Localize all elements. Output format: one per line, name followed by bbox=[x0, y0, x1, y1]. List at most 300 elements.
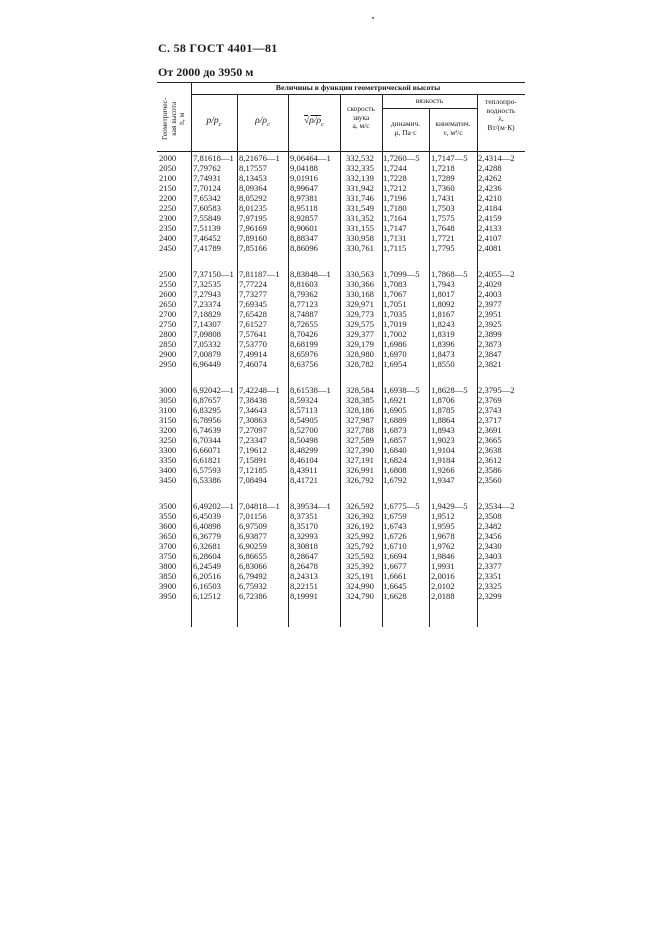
table-cell: 2,3377 bbox=[478, 561, 502, 571]
table-cell: 2,3951 bbox=[478, 309, 502, 319]
table-cell: 7,85166 bbox=[239, 243, 267, 253]
table-cell: 331,155 bbox=[346, 223, 374, 233]
table-cell: 9,01916 bbox=[290, 173, 318, 183]
table-cell: 7,81187—1 bbox=[239, 269, 280, 279]
table-cell: 1,6645 bbox=[383, 581, 407, 591]
table-cell: 6,45039 bbox=[193, 511, 221, 521]
table-cell: 8,05292 bbox=[239, 193, 267, 203]
block-gap bbox=[290, 253, 331, 269]
table-cell: 2,4210 bbox=[478, 193, 502, 203]
table-cell: 1,7868—5 bbox=[431, 269, 468, 279]
table-cell: 3350 bbox=[159, 455, 177, 465]
table-cell: 8,41721 bbox=[290, 475, 318, 485]
table-cell: 1,8550 bbox=[431, 359, 455, 369]
table-cell: 7,41789 bbox=[193, 243, 221, 253]
table-cell: 7,38438 bbox=[239, 395, 267, 405]
table-cell: 1,9104 bbox=[431, 445, 455, 455]
table-cell: 8,26478 bbox=[290, 561, 318, 571]
table-cell: 3500 bbox=[159, 501, 177, 511]
table-cell: 1,6661 bbox=[383, 571, 407, 581]
table-cell: 2,3821 bbox=[478, 359, 502, 369]
table-cell: 6,75932 bbox=[239, 581, 267, 591]
table-cell: 8,50498 bbox=[290, 435, 318, 445]
table-cell: 2,3795—2 bbox=[478, 385, 515, 395]
table-cell: 3950 bbox=[159, 591, 177, 601]
table-cell: 1,8785 bbox=[431, 405, 455, 415]
header-sqrt-density: $√\rho/\rho_с$ bbox=[304, 116, 324, 128]
table-cell: 7,09808 bbox=[193, 329, 221, 339]
table-cell: 2,3638 bbox=[478, 445, 502, 455]
table-cell: 3900 bbox=[159, 581, 177, 591]
table-cell: 325,191 bbox=[346, 571, 374, 581]
table-cell: 1,7196 bbox=[383, 193, 407, 203]
table-cell: 7,65342 bbox=[193, 193, 221, 203]
table-cell: 1,9762 bbox=[431, 541, 455, 551]
table-cell: 2,0016 bbox=[431, 571, 455, 581]
table-cell: 3600 bbox=[159, 521, 177, 531]
table-cell: 6,36779 bbox=[193, 531, 221, 541]
table-cell: 7,23347 bbox=[239, 435, 267, 445]
table-cell: 3700 bbox=[159, 541, 177, 551]
table-cell: 2,3560 bbox=[478, 475, 502, 485]
block-gap bbox=[431, 369, 468, 385]
header-altitude: Геометричес- кая высота h, м bbox=[160, 97, 187, 140]
column-kinematic-viscosity bbox=[431, 153, 468, 601]
header-sound-speed: скорость звука a, м/с bbox=[347, 104, 375, 131]
table-cell: 1,6759 bbox=[383, 511, 407, 521]
table-cell: 1,9429—5 bbox=[431, 501, 468, 511]
table-cell: 328,584 bbox=[346, 385, 374, 395]
table-cell: 1,7648 bbox=[431, 223, 455, 233]
table-cell: 6,20516 bbox=[193, 571, 221, 581]
table-cell: 3550 bbox=[159, 511, 177, 521]
table-cell: 7,73277 bbox=[239, 289, 267, 299]
table-cell: 3850 bbox=[159, 571, 177, 581]
table-cell: 3100 bbox=[159, 405, 177, 415]
table-cell: 6,32681 bbox=[193, 541, 221, 551]
table-cell: 1,6775—5 bbox=[383, 501, 420, 511]
table-cell: 325,392 bbox=[346, 561, 374, 571]
table-cell: 6,79492 bbox=[239, 571, 267, 581]
block-gap bbox=[478, 369, 515, 385]
table-cell: 1,8473 bbox=[431, 349, 455, 359]
table-cell: 8,99647 bbox=[290, 183, 318, 193]
table-cell: 1,7289 bbox=[431, 173, 455, 183]
block-gap bbox=[290, 369, 331, 385]
column-rule bbox=[340, 94, 341, 627]
table-cell: 2,3508 bbox=[478, 511, 502, 521]
table-cell: 7,81618—1 bbox=[193, 153, 234, 163]
table-cell: 332,139 bbox=[346, 173, 374, 183]
table-cell: 8,37351 bbox=[290, 511, 318, 521]
table-cell: 1,7051 bbox=[383, 299, 407, 309]
table-cell: 1,6792 bbox=[383, 475, 407, 485]
table-cell: 1,7147—5 bbox=[431, 153, 468, 163]
table-cell: 1,7164 bbox=[383, 213, 407, 223]
table-cell: 2,0188 bbox=[431, 591, 455, 601]
table-cell: 2,3743 bbox=[478, 405, 502, 415]
table-cell: 8,63756 bbox=[290, 359, 318, 369]
table-cell: 332,532 bbox=[346, 153, 374, 163]
table-cell: 1,6970 bbox=[383, 349, 407, 359]
table-cell: 8,92857 bbox=[290, 213, 318, 223]
table-cell: 7,04818—1 bbox=[239, 501, 280, 511]
table-cell: 7,19612 bbox=[239, 445, 267, 455]
table-cell: 2,3691 bbox=[478, 425, 502, 435]
table-cell: 1,8319 bbox=[431, 329, 455, 339]
table-cell: 2,3325 bbox=[478, 581, 502, 591]
table-cell: 329,971 bbox=[346, 299, 374, 309]
table-cell: 325,992 bbox=[346, 531, 374, 541]
table-cell: 2,3977 bbox=[478, 299, 502, 309]
header-bottom-rule bbox=[157, 151, 525, 152]
table-cell: 1,6694 bbox=[383, 551, 407, 561]
table-cell: 1,9512 bbox=[431, 511, 455, 521]
table-cell: 8,19991 bbox=[290, 591, 318, 601]
table-cell: 2,3456 bbox=[478, 531, 502, 541]
table-cell: 2,3430 bbox=[478, 541, 502, 551]
table-cell: 8,54905 bbox=[290, 415, 318, 425]
table-cell: 6,57593 bbox=[193, 465, 221, 475]
table-cell: 2,4107 bbox=[478, 233, 502, 243]
table-cell: 329,773 bbox=[346, 309, 374, 319]
table-cell: 3000 bbox=[159, 385, 177, 395]
table-cell: 2,3665 bbox=[478, 435, 502, 445]
table-cell: 2,3482 bbox=[478, 521, 502, 531]
table-cell: 326,592 bbox=[346, 501, 374, 511]
table-cell: 2,3717 bbox=[478, 415, 502, 425]
table-cell: 1,7035 bbox=[383, 309, 407, 319]
table-cell: 329,575 bbox=[346, 319, 374, 329]
table-cell: 3650 bbox=[159, 531, 177, 541]
table-cell: 1,7721 bbox=[431, 233, 455, 243]
table-cell: 8,72655 bbox=[290, 319, 318, 329]
table-cell: 1,7067 bbox=[383, 289, 407, 299]
table-cell: 324,790 bbox=[346, 591, 374, 601]
table-cell: 327,788 bbox=[346, 425, 374, 435]
column-dynamic-viscosity bbox=[383, 153, 420, 601]
table-cell: 9,06464—1 bbox=[290, 153, 331, 163]
table-cell: 1,9266 bbox=[431, 465, 455, 475]
table-cell: 6,92042—1 bbox=[193, 385, 234, 395]
table-cell: 2,3351 bbox=[478, 571, 502, 581]
table-cell: 8,48299 bbox=[290, 445, 318, 455]
table-cell: 1,9595 bbox=[431, 521, 455, 531]
table-cell: 7,70124 bbox=[193, 183, 221, 193]
column-sound-speed bbox=[346, 153, 374, 601]
table-cell: 325,592 bbox=[346, 551, 374, 561]
header-dynamic-viscosity: динамич. μ, Па·с bbox=[390, 119, 421, 137]
table-cell: 8,22151 bbox=[290, 581, 318, 591]
table-cell: 6,40898 bbox=[193, 521, 221, 531]
table-cell: 7,12185 bbox=[239, 465, 267, 475]
block-gap bbox=[346, 485, 374, 501]
header-group: Величины в функции геометрической высоты bbox=[275, 83, 441, 92]
table-cell: 2900 bbox=[159, 349, 177, 359]
header-density: $\rho/\rho_с$ bbox=[255, 116, 270, 128]
block-gap bbox=[478, 253, 515, 269]
table-cell: 7,74931 bbox=[193, 173, 221, 183]
table-cell: 8,88347 bbox=[290, 233, 318, 243]
table-cell: 7,18829 bbox=[193, 309, 221, 319]
table-cell: 2,3769 bbox=[478, 395, 502, 405]
table-cell: 328,980 bbox=[346, 349, 374, 359]
table-cell: 8,65976 bbox=[290, 349, 318, 359]
table-cell: 1,6954 bbox=[383, 359, 407, 369]
table-cell: 2,4081 bbox=[478, 243, 502, 253]
table-cell: 1,8167 bbox=[431, 309, 455, 319]
table-cell: 1,6938—5 bbox=[383, 385, 420, 395]
table-cell: 326,392 bbox=[346, 511, 374, 521]
table-cell: 7,51139 bbox=[193, 223, 221, 233]
table-cell: 327,390 bbox=[346, 445, 374, 455]
block-gap bbox=[159, 253, 176, 269]
table-cell: 7,46074 bbox=[239, 359, 267, 369]
table-cell: 1,7212 bbox=[383, 183, 407, 193]
table-cell: 2500 bbox=[159, 269, 177, 279]
column-rule bbox=[288, 94, 289, 627]
table-cell: 331,549 bbox=[346, 203, 374, 213]
table-cell: 8,39534—1 bbox=[290, 501, 331, 511]
table-cell: 1,6873 bbox=[383, 425, 407, 435]
table-cell: 7,65428 bbox=[239, 309, 267, 319]
table-cell: 8,95118 bbox=[290, 203, 318, 213]
table-cell: 1,8396 bbox=[431, 339, 455, 349]
block-gap bbox=[239, 253, 280, 269]
table-cell: 3050 bbox=[159, 395, 177, 405]
column-pressure bbox=[193, 153, 234, 601]
table-cell: 1,6857 bbox=[383, 435, 407, 445]
table-cell: 2300 bbox=[159, 213, 177, 223]
table-cell: 7,77224 bbox=[239, 279, 267, 289]
table-cell: 2250 bbox=[159, 203, 177, 213]
table-cell: 1,6677 bbox=[383, 561, 407, 571]
table-cell: 8,70426 bbox=[290, 329, 318, 339]
table-cell: 6,93877 bbox=[239, 531, 267, 541]
table-cell: 7,49914 bbox=[239, 349, 267, 359]
table-cell: 2,4003 bbox=[478, 289, 502, 299]
table-cell: 8,35170 bbox=[290, 521, 318, 531]
table-cell: 330,366 bbox=[346, 279, 374, 289]
column-sqrt-density bbox=[290, 153, 331, 601]
table-cell: 6,16503 bbox=[193, 581, 221, 591]
block-gap bbox=[290, 485, 331, 501]
table-cell: 1,7244 bbox=[383, 163, 407, 173]
altitude-range-title: От 2000 до 3950 м bbox=[158, 65, 254, 79]
table-cell: 330,958 bbox=[346, 233, 374, 243]
table-cell: 8,68199 bbox=[290, 339, 318, 349]
table-cell: 1,9347 bbox=[431, 475, 455, 485]
table-cell: 1,6840 bbox=[383, 445, 407, 455]
table-cell: 2,3847 bbox=[478, 349, 502, 359]
table-cell: 2350 bbox=[159, 223, 177, 233]
table-cell: 2850 bbox=[159, 339, 177, 349]
table-cell: 330,563 bbox=[346, 269, 374, 279]
table-cell: 2200 bbox=[159, 193, 177, 203]
speck bbox=[372, 17, 374, 19]
table-cell: 7,96169 bbox=[239, 223, 267, 233]
table-cell: 2,3586 bbox=[478, 465, 502, 475]
table-cell: 1,8943 bbox=[431, 425, 455, 435]
table-cell: 324,990 bbox=[346, 581, 374, 591]
table-cell: 7,46452 bbox=[193, 233, 221, 243]
block-gap bbox=[193, 485, 234, 501]
block-gap bbox=[346, 253, 374, 269]
table-cell: 2,4288 bbox=[478, 163, 502, 173]
table-cell: 1,6808 bbox=[383, 465, 407, 475]
group-header-rule bbox=[191, 94, 525, 95]
table-cell: 327,589 bbox=[346, 435, 374, 445]
table-cell: 2550 bbox=[159, 279, 177, 289]
table-cell: 7,05332 bbox=[193, 339, 221, 349]
table-cell: 7,34643 bbox=[239, 405, 267, 415]
table-cell: 6,86655 bbox=[239, 551, 267, 561]
table-cell: 1,8092 bbox=[431, 299, 455, 309]
table-cell: 2800 bbox=[159, 329, 177, 339]
table-cell: 1,7503 bbox=[431, 203, 455, 213]
table-cell: 7,69345 bbox=[239, 299, 267, 309]
block-gap bbox=[478, 485, 515, 501]
column-altitude bbox=[159, 153, 176, 601]
table-cell: 6,70344 bbox=[193, 435, 221, 445]
table-cell: 6,24549 bbox=[193, 561, 221, 571]
table-cell: 1,7260—5 bbox=[383, 153, 420, 163]
table-cell: 8,28647 bbox=[290, 551, 318, 561]
block-gap bbox=[159, 485, 176, 501]
table-cell: 331,352 bbox=[346, 213, 374, 223]
table-cell: 6,53386 bbox=[193, 475, 221, 485]
table-cell: 7,27943 bbox=[193, 289, 221, 299]
header-kinematic-viscosity: кинематич. ν, м²/с bbox=[435, 119, 471, 137]
table-cell: 330,761 bbox=[346, 243, 374, 253]
table-cell: 327,191 bbox=[346, 455, 374, 465]
table-cell: 1,8017 bbox=[431, 289, 455, 299]
table-cell: 326,192 bbox=[346, 521, 374, 531]
table-cell: 329,377 bbox=[346, 329, 374, 339]
block-gap bbox=[193, 369, 234, 385]
table-cell: 1,6726 bbox=[383, 531, 407, 541]
table-cell: 1,6824 bbox=[383, 455, 407, 465]
table-cell: 8,13453 bbox=[239, 173, 267, 183]
column-rule bbox=[237, 94, 238, 627]
table-cell: 1,6986 bbox=[383, 339, 407, 349]
table-cell: 1,7218 bbox=[431, 163, 455, 173]
block-gap bbox=[159, 369, 176, 385]
table-cell: 2450 bbox=[159, 243, 177, 253]
header-viscosity: вязкость bbox=[415, 96, 444, 105]
table-cell: 1,7431 bbox=[431, 193, 455, 203]
table-cell: 1,7360 bbox=[431, 183, 455, 193]
table-cell: 2600 bbox=[159, 289, 177, 299]
table-cell: 7,37150—1 bbox=[193, 269, 234, 279]
table-cell: 2700 bbox=[159, 309, 177, 319]
table-cell: 8,43911 bbox=[290, 465, 318, 475]
table-cell: 1,7795 bbox=[431, 243, 455, 253]
table-cell: 7,32535 bbox=[193, 279, 221, 289]
table-cell: 8,86096 bbox=[290, 243, 318, 253]
table-cell: 2650 bbox=[159, 299, 177, 309]
table-cell: 328,385 bbox=[346, 395, 374, 405]
table-cell: 8,77123 bbox=[290, 299, 318, 309]
table-cell: 6,61821 bbox=[193, 455, 221, 465]
table-cell: 1,9846 bbox=[431, 551, 455, 561]
table-cell: 3200 bbox=[159, 425, 177, 435]
table-cell: 1,7180 bbox=[383, 203, 407, 213]
table-cell: 2,3925 bbox=[478, 319, 502, 329]
table-cell: 6,49202—1 bbox=[193, 501, 234, 511]
table-cell: 8,59324 bbox=[290, 395, 318, 405]
table-cell: 2,4236 bbox=[478, 183, 502, 193]
table-cell: 1,6710 bbox=[383, 541, 407, 551]
table-cell: 2,3873 bbox=[478, 339, 502, 349]
table-cell: 2750 bbox=[159, 319, 177, 329]
table-cell: 329,179 bbox=[346, 339, 374, 349]
table-cell: 7,57641 bbox=[239, 329, 267, 339]
table-cell: 8,61538—1 bbox=[290, 385, 331, 395]
table-cell: 7,53770 bbox=[239, 339, 267, 349]
table-cell: 3300 bbox=[159, 445, 177, 455]
table-cell: 2,3899 bbox=[478, 329, 502, 339]
table-cell: 1,6743 bbox=[383, 521, 407, 531]
table-cell: 9,04188 bbox=[290, 163, 318, 173]
table-cell: 7,79762 bbox=[193, 163, 221, 173]
table-cell: 7,14307 bbox=[193, 319, 221, 329]
table-cell: 2,4029 bbox=[478, 279, 502, 289]
table-cell: 3450 bbox=[159, 475, 177, 485]
table-cell: 6,12512 bbox=[193, 591, 221, 601]
table-cell: 1,7115 bbox=[383, 243, 407, 253]
table-cell: 1,6889 bbox=[383, 415, 407, 425]
table-cell: 326,792 bbox=[346, 475, 374, 485]
table-cell: 2950 bbox=[159, 359, 177, 369]
table-cell: 3400 bbox=[159, 465, 177, 475]
table-cell: 2150 bbox=[159, 183, 177, 193]
table-cell: 3800 bbox=[159, 561, 177, 571]
block-gap bbox=[383, 253, 420, 269]
table-cell: 1,8628—5 bbox=[431, 385, 468, 395]
table-cell: 7,30863 bbox=[239, 415, 267, 425]
table-cell: 7,15891 bbox=[239, 455, 267, 465]
table-cell: 2,4314—2 bbox=[478, 153, 515, 163]
table-cell: 7,08494 bbox=[239, 475, 267, 485]
table-cell: 6,28604 bbox=[193, 551, 221, 561]
table-cell: 1,9678 bbox=[431, 531, 455, 541]
table-cell: 331,942 bbox=[346, 183, 374, 193]
table-cell: 8,52700 bbox=[290, 425, 318, 435]
table-cell: 7,97195 bbox=[239, 213, 267, 223]
table-cell: 7,89160 bbox=[239, 233, 267, 243]
table-cell: 1,9931 bbox=[431, 561, 455, 571]
table-cell: 8,24313 bbox=[290, 571, 318, 581]
table-cell: 2,4055—2 bbox=[478, 269, 515, 279]
block-gap bbox=[346, 369, 374, 385]
table-cell: 1,9184 bbox=[431, 455, 455, 465]
table-cell: 8,81603 bbox=[290, 279, 318, 289]
table-cell: 2,3612 bbox=[478, 455, 502, 465]
table-cell: 1,9023 bbox=[431, 435, 455, 445]
table-cell: 8,32993 bbox=[290, 531, 318, 541]
table-cell: 2,3534—2 bbox=[478, 501, 515, 511]
column-rule bbox=[429, 108, 430, 627]
table-cell: 7,00879 bbox=[193, 349, 221, 359]
table-cell: 2,4184 bbox=[478, 203, 502, 213]
table-cell: 1,7099—5 bbox=[383, 269, 420, 279]
table-cell: 1,7002 bbox=[383, 329, 407, 339]
table-cell: 327,987 bbox=[346, 415, 374, 425]
table-cell: 7,01156 bbox=[239, 511, 267, 521]
table-cell: 8,97381 bbox=[290, 193, 318, 203]
table-cell: 1,7575 bbox=[431, 213, 455, 223]
